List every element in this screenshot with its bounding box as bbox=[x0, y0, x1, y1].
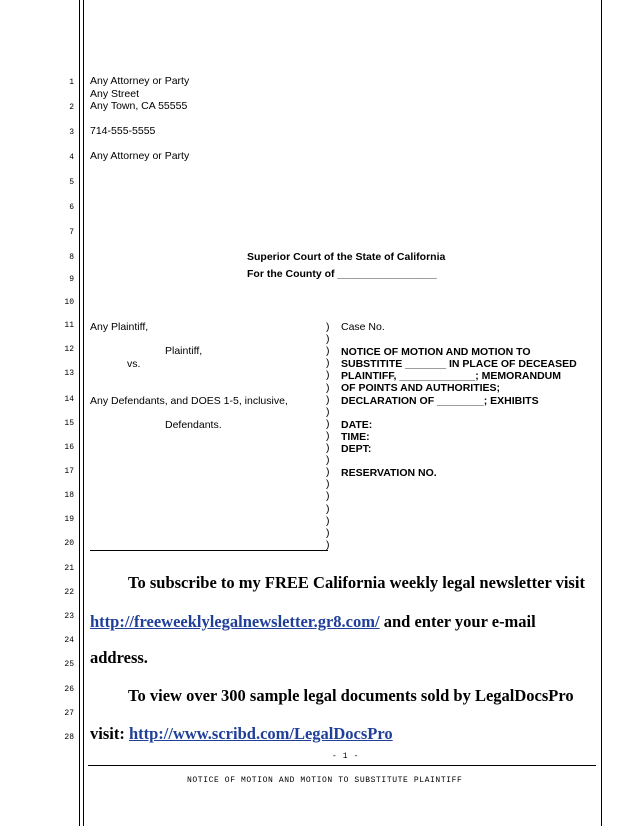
line-number: 2 bbox=[69, 103, 74, 112]
promo-line-5-prefix: visit: bbox=[90, 724, 129, 743]
caption-bottom-rule bbox=[90, 550, 328, 551]
caption-paren: ) bbox=[326, 526, 330, 539]
caption-paren: ) bbox=[326, 321, 330, 333]
attorney-street: Any Street bbox=[90, 88, 140, 100]
motion-title-line-4: OF POINTS AND AUTHORITIES; bbox=[341, 382, 501, 394]
caption-paren: ) bbox=[326, 538, 330, 551]
defendants-name: Any Defendants, and DOES 1-5, inclusive, bbox=[90, 395, 288, 407]
line-number: 11 bbox=[64, 321, 74, 330]
caption-paren: ) bbox=[326, 393, 330, 406]
versus-label: vs. bbox=[127, 358, 141, 370]
court-county: For the County of _________________ bbox=[247, 268, 437, 280]
promo-line-3: address. bbox=[90, 648, 148, 667]
reservation-number: RESERVATION NO. bbox=[341, 467, 437, 479]
line-number: 9 bbox=[69, 275, 74, 284]
caption-paren: ) bbox=[326, 490, 330, 503]
footer-title: NOTICE OF MOTION AND MOTION TO SUBSTITUTE PLAINTIFF bbox=[187, 776, 463, 785]
attorney-phone: 714-555-5555 bbox=[90, 125, 156, 137]
hearing-time: TIME: bbox=[341, 431, 370, 443]
promo-line-5 bbox=[90, 724, 393, 744]
caption-paren: ) bbox=[326, 333, 330, 346]
line-number: 12 bbox=[64, 345, 74, 354]
line-number: 24 bbox=[64, 636, 74, 645]
line-number: 14 bbox=[64, 395, 74, 404]
caption-paren: ) bbox=[326, 454, 330, 467]
line-number: 4 bbox=[69, 153, 74, 162]
line-number: 28 bbox=[64, 733, 74, 742]
line-number: 26 bbox=[64, 685, 74, 694]
line-number: 18 bbox=[64, 491, 74, 500]
motion-title-line-2: SUBSTITITE _______ IN PLACE OF DECEASED bbox=[341, 358, 577, 370]
caption-paren: ) bbox=[326, 429, 330, 442]
motion-title-line-5: DECLARATION OF ________; EXHIBITS bbox=[341, 395, 539, 407]
line-number: 17 bbox=[64, 467, 74, 476]
line-number: 8 bbox=[69, 253, 74, 262]
motion-title-line-3: PLAINTIFF, _____________; MEMORANDUM bbox=[341, 370, 561, 382]
promo-line-1: To subscribe to my FREE California weekly legal newsletter visit bbox=[128, 573, 585, 592]
line-number: 22 bbox=[64, 588, 74, 597]
promo-line-2-rest: and enter your e-mail bbox=[379, 612, 536, 631]
caption-paren: ) bbox=[326, 345, 330, 358]
motion-title-line-1: NOTICE OF MOTION AND MOTION TO bbox=[341, 346, 531, 358]
line-number: 19 bbox=[64, 515, 74, 524]
caption-paren: ) bbox=[326, 514, 330, 527]
caption-paren: ) bbox=[326, 369, 330, 382]
line-number: 13 bbox=[64, 369, 74, 378]
line-number: 1 bbox=[69, 78, 74, 87]
caption-paren: ) bbox=[326, 405, 330, 418]
caption-paren: ) bbox=[326, 417, 330, 430]
line-number: 5 bbox=[69, 178, 74, 187]
attorney-for: Any Attorney or Party bbox=[90, 150, 190, 162]
line-number: 27 bbox=[64, 709, 74, 718]
hearing-date: DATE: bbox=[341, 419, 373, 431]
plaintiff-name: Any Plaintiff, bbox=[90, 321, 149, 333]
caption-paren: ) bbox=[326, 502, 330, 515]
caption-paren: ) bbox=[326, 478, 330, 491]
attorney-name: Any Attorney or Party bbox=[90, 75, 190, 87]
defendants-label: Defendants. bbox=[165, 419, 222, 431]
plaintiff-label: Plaintiff, bbox=[165, 345, 203, 357]
line-number: 16 bbox=[64, 443, 74, 452]
line-number: 20 bbox=[64, 539, 74, 548]
caption-paren: ) bbox=[326, 442, 330, 454]
case-number: Case No. bbox=[341, 321, 385, 333]
scribd-link[interactable]: http://www.scribd.com/LegalDocsPro bbox=[128, 724, 393, 743]
line-number: 6 bbox=[69, 203, 74, 212]
newsletter-link[interactable]: http://freeweeklylegalnewsletter.gr8.com/ bbox=[90, 612, 380, 631]
line-number: 7 bbox=[69, 228, 74, 237]
caption-paren: ) bbox=[326, 466, 330, 479]
line-number: 10 bbox=[64, 298, 74, 307]
line-number: 3 bbox=[69, 128, 74, 137]
page-number: - 1 - bbox=[332, 752, 360, 761]
footer-rule bbox=[88, 765, 596, 766]
hearing-dept: DEPT: bbox=[341, 443, 372, 455]
line-number: 15 bbox=[64, 419, 74, 428]
promo-line-2 bbox=[90, 612, 536, 632]
attorney-town: Any Town, CA 55555 bbox=[90, 100, 188, 112]
left-margin-line bbox=[79, 0, 80, 826]
line-number: 23 bbox=[64, 612, 74, 621]
court-name: Superior Court of the State of California bbox=[247, 251, 446, 263]
promo-line-4: To view over 300 sample legal documents sold by LegalDocsPro bbox=[128, 686, 574, 705]
caption-paren: ) bbox=[326, 381, 330, 394]
left-margin-line-inner bbox=[83, 0, 84, 826]
caption-paren: ) bbox=[326, 357, 330, 370]
right-margin-line bbox=[601, 0, 602, 826]
line-number: 21 bbox=[64, 564, 74, 573]
line-number: 25 bbox=[64, 660, 74, 669]
